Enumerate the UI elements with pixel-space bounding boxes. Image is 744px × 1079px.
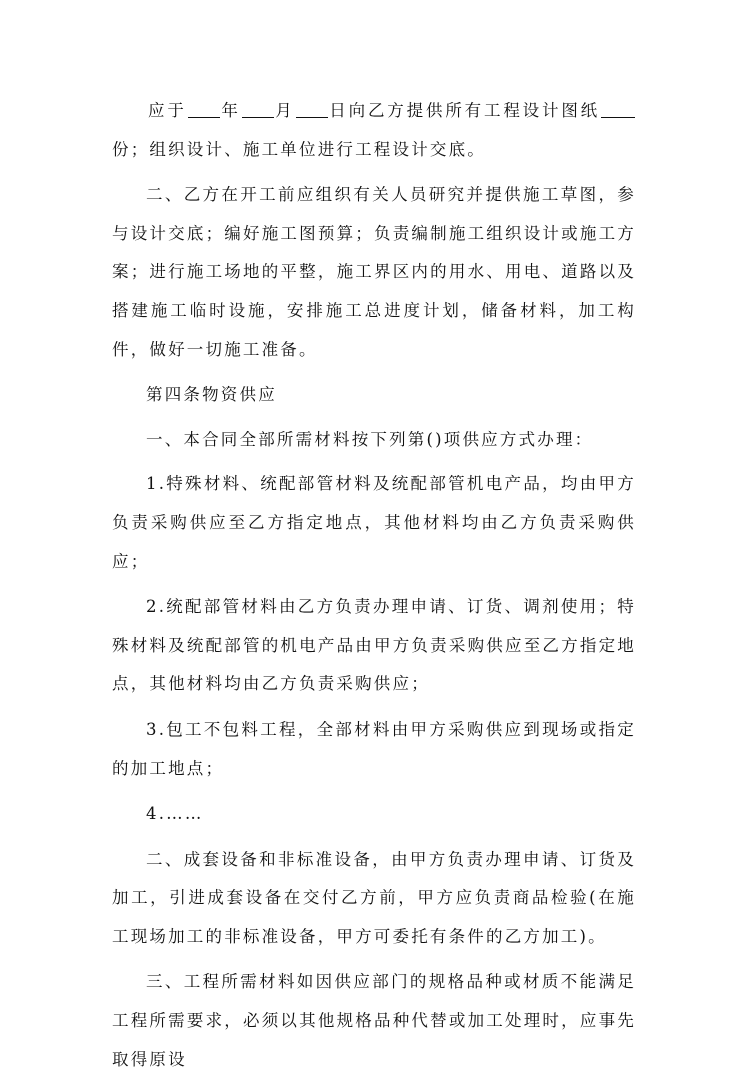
- text-segment: 日向乙方提供所有工程设计图纸: [328, 101, 601, 120]
- blank-copies: [601, 101, 635, 118]
- document-page: [112, 92, 636, 1079]
- blank-day: [296, 101, 328, 118]
- paragraph-supply-method: 一、本合同全部所需材料按下列第()项供应方式办理：: [146, 429, 594, 449]
- text-segment: 应于: [148, 101, 187, 120]
- paragraph-contractor-duties: 二、乙方在开工前应组织有关人员研究并提供施工草图，参与设计交底；编好施工图预算；负责编制施工组织设计或施工方案；进行施工场地的平整，施工界区内的用水、用电、道路以及搭建施工临时设施，安排施工总进度计划，储备材料，加工构件，做好一切施工准备。: [112, 185, 636, 359]
- paragraph-design-drawings: [112, 92, 636, 169]
- text-segment: 年: [220, 101, 241, 120]
- blank-month: [242, 101, 274, 118]
- list-item-option-2: 2.统配部管材料由乙方负责办理申请、订货、调剂使用；特殊材料及统配部管的机电产品由甲方负责采购供应至乙方指定地点，其他材料均由乙方负责采购供应；: [112, 597, 636, 694]
- paragraph-equipment: 二、成套设备和非标准设备，由甲方负责办理申请、订货及加工，引进成套设备在交付乙方前，甲方应负责商品检验(在施工现场加工的非标准设备，甲方可委托有条件的乙方加工)。: [112, 849, 636, 946]
- list-item-option-3: 3.包工不包料工程，全部材料由甲方采购供应到现场或指定的加工地点；: [112, 719, 636, 778]
- blank-year: [188, 101, 220, 118]
- paragraph-material-substitution: 三、工程所需材料如因供应部门的规格品种或材质不能满足工程所需要求，必须以其他规格品种代替或加工处理时，应事先取得原设: [112, 972, 636, 1069]
- list-item-option-1: 1.特殊材料、统配部管材料及统配部管机电产品，均由甲方负责采购供应至乙方指定地点，其他材料均由乙方负责采购供应；: [112, 474, 636, 571]
- section-heading-material-supply: 第四条物资供应: [146, 385, 277, 405]
- text-segment: 月: [274, 101, 295, 120]
- text-segment: 份；组织设计、施工单位进行工程设计交底。: [112, 139, 486, 159]
- list-item-option-4: 4.……: [146, 804, 204, 824]
